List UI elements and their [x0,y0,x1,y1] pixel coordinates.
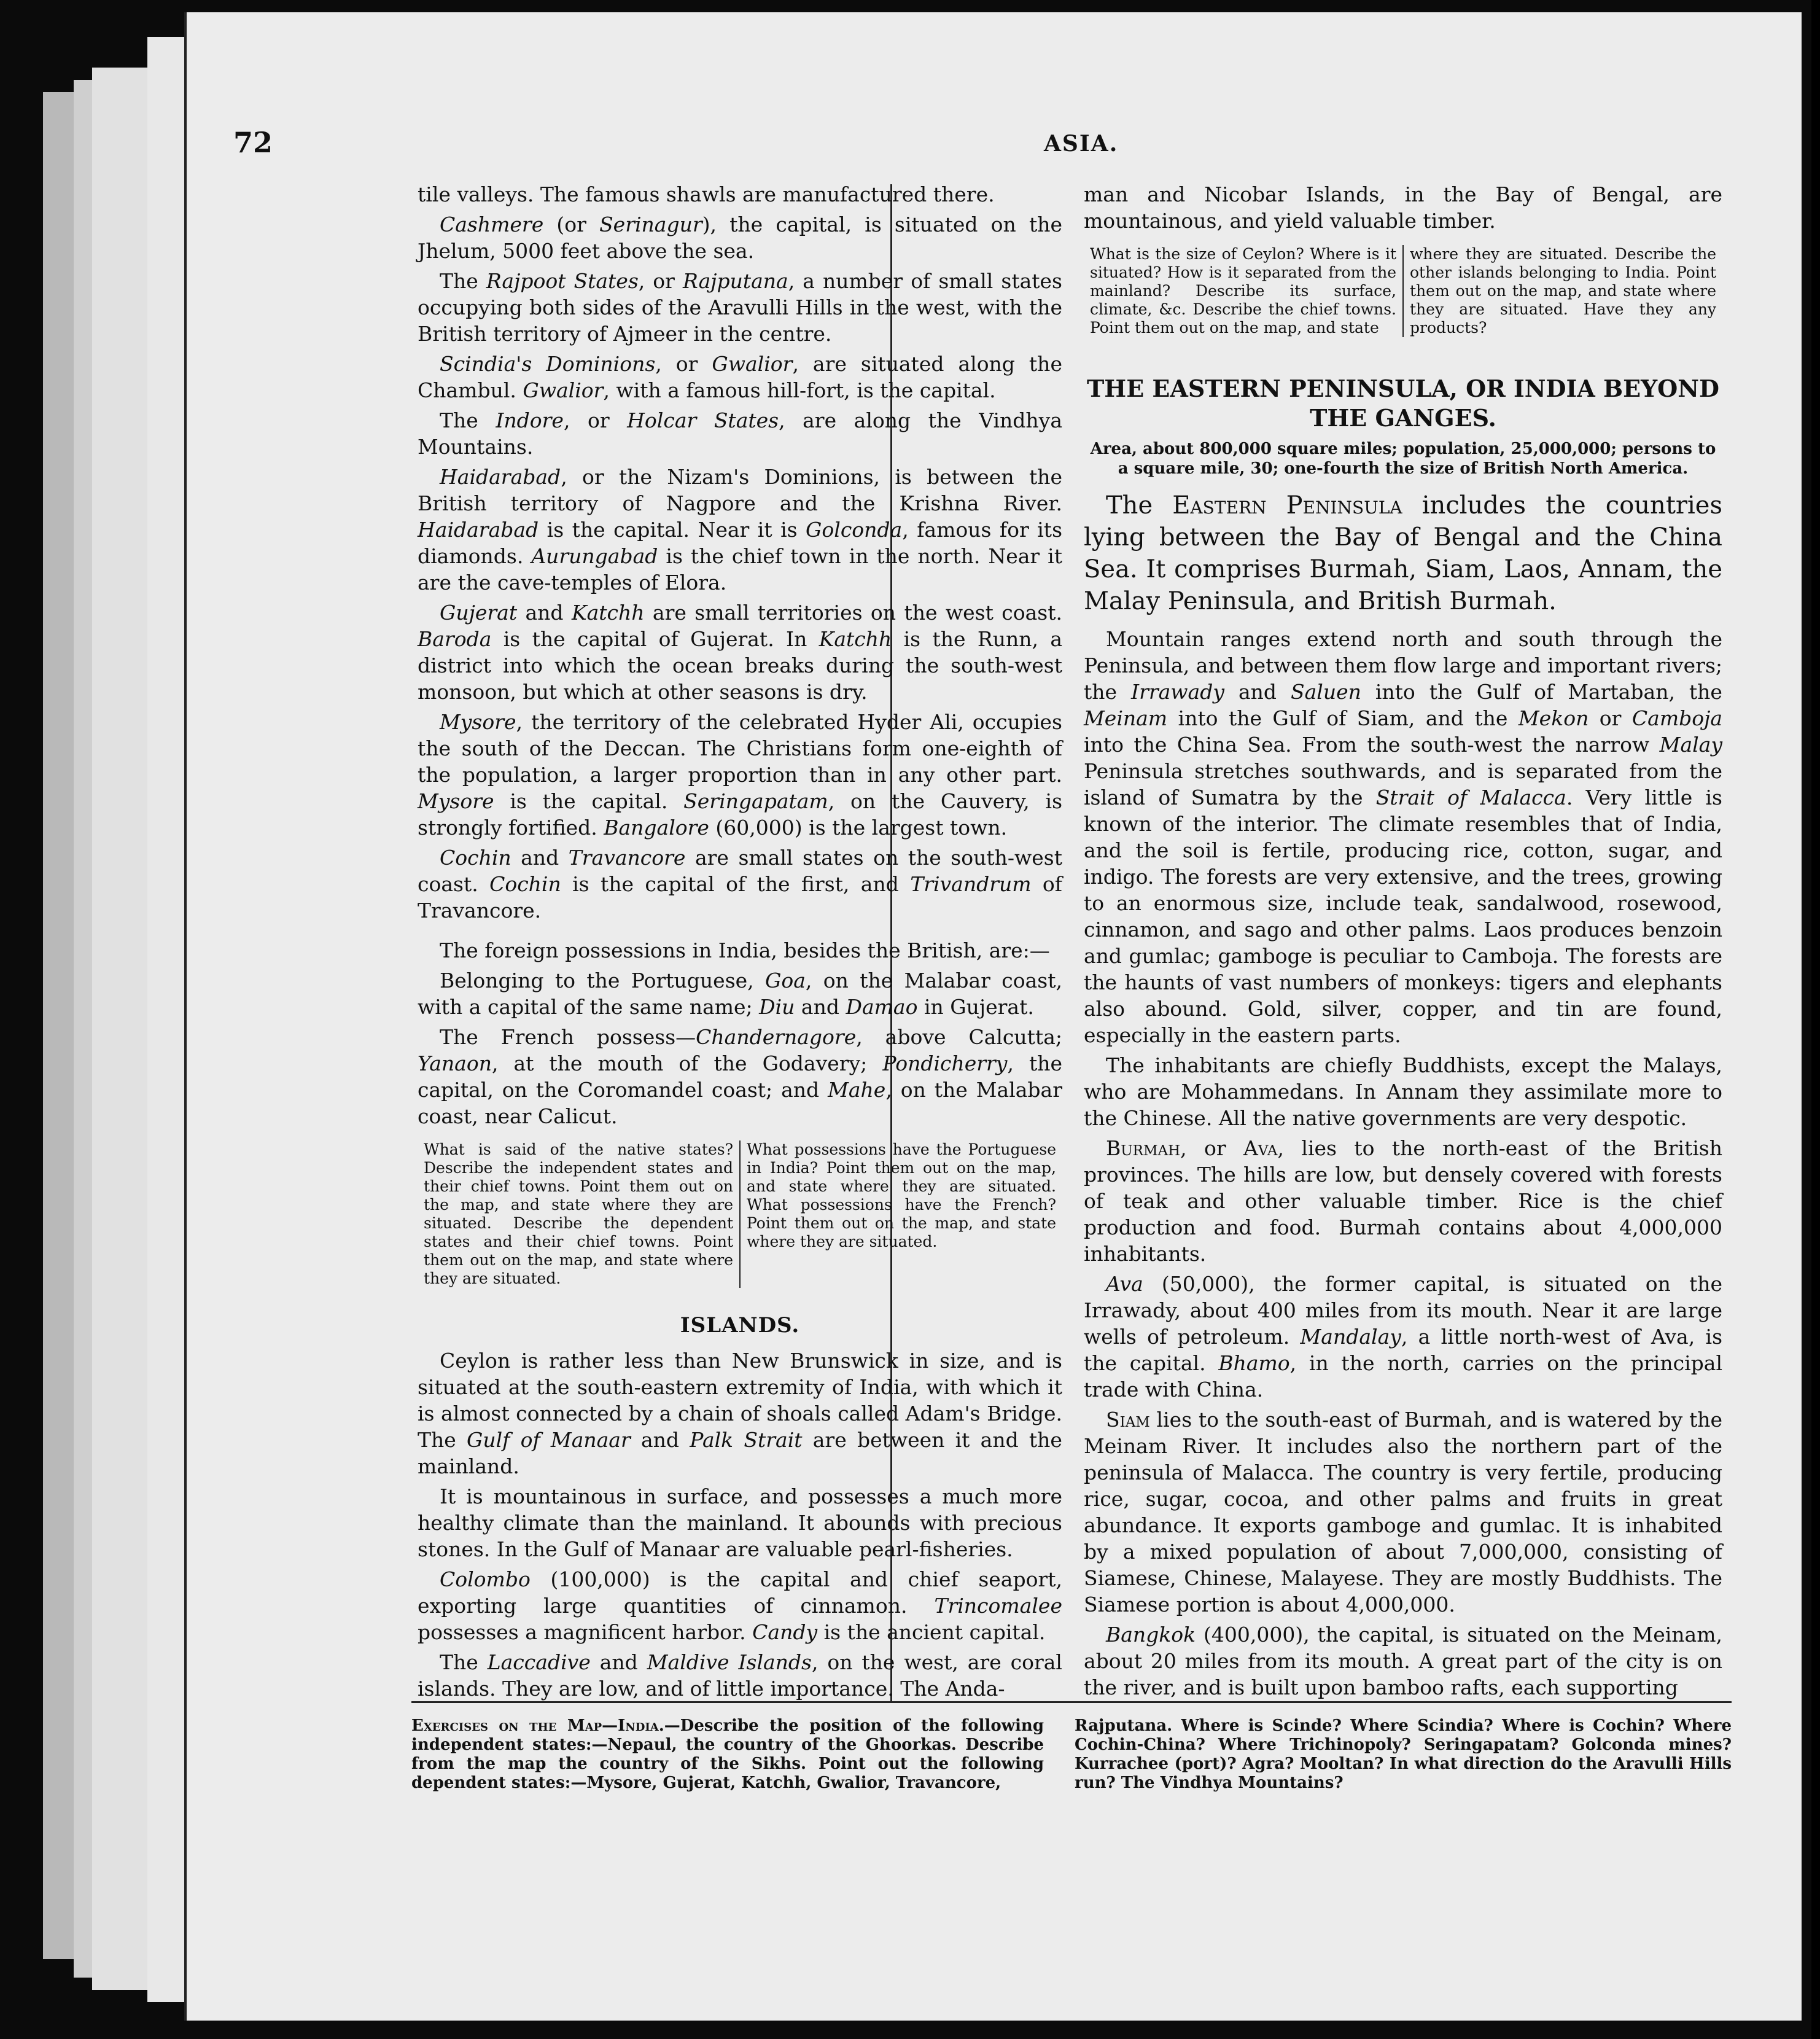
map-exercises-right: Rajputana. Where is Scinde? Where Scindia? Where is Cochin? Where Cochin-China? Where Trichinopoly? Seringapatam? Golconda mines? Kurrachee (port)? Agra? Mooltan? In what direction do the Aravulli Hills run? The Vindhya Mountains? [1075,1717,1732,1792]
left-column [418,181,1062,1706]
paragraph: Siam lies to the south-east of Burmah, and is watered by the Meinam River. It includes also the northern part of the peninsula of Malacca. The country is very fertile, producing rice, sugar, cocoa, and other palms and fruits in great abundance. It exports gamboge and gumlac. It is inhabited by a mixed population of about 7,000,000, consisting of Siamese, Chinese, Malayese. They are mostly Buddhists. The Siamese portion is about 4,000,000. [1084,1408,1722,1616]
paragraph: The Laccadive and Maldive Islands, on the west, are coral islands. They are low, and of little importance. The Anda- [418,1650,1062,1701]
review-questions [418,1140,1062,1288]
question-block: What possessions have the Portuguese in India? Point them out on the map, and state where they are situated. What possessions have the French? Point them out on the map, and state where they are situated. [739,1140,1062,1288]
paragraph: The foreign possessions in India, besides the British, are:— [440,938,1050,962]
question-block: What is said of the native states? Describe the independent states and their chief towns. Point them out on the map, and state where they are situated. Describe the dependent states and their chief towns. Point them out on the map, and state where they are situated. [424,1140,733,1287]
paragraph: man and Nicobar Islands, in the Bay of Bengal, are mountainous, and yield valuable timber. [1084,182,1722,233]
paragraph: Cochin and Travancore are small states on the south-west coast. Cochin is the capital of the first, and Trivandrum of Travancore. [418,846,1062,922]
paragraph: Ceylon is rather less than New Brunswick in size, and is situated at the south-eastern extremity of India, with which it is almost connected by a chain of shoals called Adam's Bridge. The Gulf of Manaar and Palk Strait are between it and the mainland. [418,1349,1062,1478]
paragraph: Ava (50,000), the former capital, is situated on the Irrawady, about 400 miles from its mouth. Near it are large wells of petroleum. Mandalay, a little north-west of Ava, is the capital. Bhamo, in the north, carries on the principal trade with China. [1084,1272,1723,1402]
section-heading: THE EASTERN PENINSULA, OR INDIA BEYOND THE GANGES. [1087,375,1719,432]
paragraph: Cashmere (or Serinagur), the capital, is situated on the Jhelum, 5000 feet above the sea. [418,212,1062,263]
paragraph: Gujerat and Katchh are small territories on the west coast. Baroda is the capital of Gujerat. In Katchh is the Runn, a district into which the ocean breaks during the south-west monsoon, but which at other seasons is dry. [418,601,1063,704]
page-title: ASIA. [1044,131,1119,157]
map-exercises-left: Exercises on the Map—India.—Describe the position of the following independent states:—Nepaul, the country of the Ghoorkas. Describe from the map the country of the Sikhs. Point out the following dependent states:—Mysore, Gujerat, Katchh, Gwalior, Travancore, [411,1717,1044,1792]
question-block: where they are situated. Describe the other islands belonging to India. Point them out on the map, and state where they are situated. Have they any products? [1402,245,1722,337]
page-number: 72 [233,126,273,159]
paragraph: The Indore, or Holcar States, are along the Vindhya Mountains. [418,408,1063,459]
exercise-label: Exercises on the Map—India. [411,1717,664,1735]
paragraph: Scindia's Dominions, or Gwalior, are situated along the Chambul. Gwalior, with a famous hill-fort, is the capital. [418,352,1062,402]
paragraph: Haidarabad, or the Nizam's Dominions, is between the British territory of Nagpore and the Krishna River. Haidarabad is the capital. Near it is Golconda, famous for its diamonds. Aurungabad is the chief town in the north. Near it are the cave-temples of Elora. [418,465,1062,595]
paragraph: Bangkok (400,000), the capital, is situated on the Meinam, about 20 miles from its mouth. A great part of the city is on the river, and is built upon bamboo rafts, each supporting [1084,1623,1722,1699]
paragraph: It is mountainous in surface, and possesses a much more healthy climate than the mainland. It abounds with precious stones. In the Gulf of Manaar are valuable pearl-fisheries. [418,1484,1062,1561]
paragraph: Colombo (100,000) is the capital and chief seaport, exporting large quantities of cinnamon. Trincomalee possesses a magnificent harbor. Candy is the ancient capital. [418,1567,1062,1644]
paragraph: Mountain ranges extend north and south through the Peninsula, and between them flow large and important rivers; the Irrawady and Saluen into the Gulf of Martaban, the Meinam into the Gulf of Siam, and the Mekon or Camboja into the China Sea. From the south-west the narrow Malay Peninsula stretches southwards, and is separated from the island of Sumatra by the Strait of Malacca. Very little is known of the interior. The climate resembles that of India, and the soil is fertile, producing rice, cotton, sugar, and indigo. The forests are very extensive, and the trees, growing to an enormous size, include teak, sandalwood, rosewood, cinnamon, and sago and other palms. Laos produces benzoin and gumlac; gamboge is peculiar to Camboja. The forests are the haunts of vast numbers of monkeys: tigers and elephants also abound. Gold, silver, copper, and tin are found, especially in the eastern parts. [1084,627,1723,1047]
question-block: What is the size of Ceylon? Where is it situated? How is it separated from the mainland? Describe its surface, climate, &c. Describe the chief towns. Point them out on the map, and state [1090,245,1396,337]
paragraph: The inhabitants are chiefly Buddhists, except the Malays, who are Mohammedans. In Annam they assimilate more to the Chinese. All the native governments are very despotic. [1084,1053,1722,1130]
paragraph: Burmah, or Ava, lies to the north-east of the British provinces. The hills are low, but densely covered with forests of teak and other valuable timber. Rice is the chief production and food. Burmah contains about 4,000,000 inhabitants. [1084,1136,1722,1266]
paragraph: tile valleys. The famous shawls are manufactured there. [418,182,995,206]
scan-border [1811,0,1820,2039]
section-heading: ISLANDS. [680,1313,800,1338]
paragraph: Belonging to the Portuguese, Goa, on the Malabar coast, with a capital of the same name; Diu and Damao in Gujerat. [418,969,1062,1019]
right-column [1084,181,1722,1704]
review-questions [1084,245,1722,337]
section-stats: Area, about 800,000 square miles; population, 25,000,000; persons to a square mile, 30; one-fourth the size of British North America. [1090,440,1716,478]
running-header [0,126,1820,163]
footer-rule [411,1701,1732,1703]
paragraph: The Rajpoot States, or Rajputana, a number of small states occupying both sides of the Aravulli Hills in the west, with the British territory of Ajmeer in the centre. [418,269,1062,346]
paragraph: The French possess—Chandernagore, above Calcutta; Yanaon, at the mouth of the Godavery; Pondicherry, the capital, on the Coromandel coast; and Mahe, on the Malabar coast, near Calicut. [418,1025,1063,1128]
paragraph: Mysore, the territory of the celebrated Hyder Ali, occupies the south of the Deccan. The Christians form one-eighth of the population, a larger proportion than in any other part. Mysore is the capital. Seringapatam, on the Cauvery, is strongly fortified. Bangalore (60,000) is the largest town. [418,710,1063,840]
lead-paragraph: The Eastern Peninsula includes the countries lying between the Bay of Bengal and the China Sea. It comprises Burmah, Siam, Laos, Annam, the Malay Peninsula, and British Burmah. [1084,491,1723,615]
